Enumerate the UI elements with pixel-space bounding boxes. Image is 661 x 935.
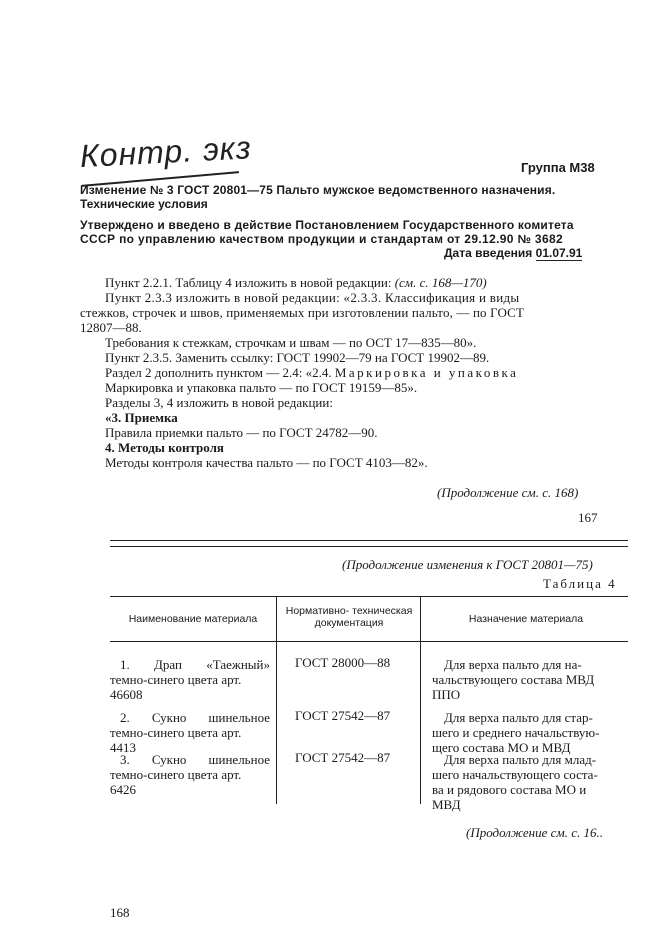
row2-doc: ГОСТ 27542—87 [295, 708, 391, 723]
table-column-divider-2 [420, 596, 421, 804]
body-line-7-text: Раздел 2 дополнить пунктом — 2.4: «2.4. [105, 365, 332, 380]
body-line-2: Пункт 2.3.3 изложить в новой редакции: «2.3.3. Классификация и виды [105, 290, 520, 305]
table-header-border [110, 641, 628, 642]
table-header-purpose: Назначение материала [468, 613, 584, 625]
effective-date-value: 01.07.91 [535, 246, 583, 260]
body-line-13: Методы контроля качества пальто — по ГОСТ 4103—82». [105, 455, 428, 470]
body-line-8: Маркировка и упаковка пальто — по ГОСТ 19159—85». [105, 380, 418, 395]
row1-purpose-line1: Для верха пальто для на- [444, 657, 582, 672]
group-code: Группа М38 [521, 160, 595, 175]
row3-name-line2: темно-синего цвета арт. [110, 767, 242, 782]
body-line-6: Пункт 2.3.5. Заменить ссылку: ГОСТ 19902—79 на ГОСТ 19902—89. [105, 350, 490, 365]
continued-note-amendment: (Продолжение изменения к ГОСТ 20801—75) [342, 557, 593, 572]
effective-date-label: Дата введения [444, 246, 533, 260]
row3-purpose-line4: МВД [432, 797, 461, 812]
approval-line1: Утверждено и введено в действие Постановлением Государственного комитета [80, 218, 574, 232]
row3-purpose-line1: Для верха пальто для млад- [444, 752, 597, 767]
row1-name-line2: темно-синего цвета арт. [110, 672, 242, 687]
body-line-11: Правила приемки пальто — по ГОСТ 24782—90. [105, 425, 378, 440]
body-line-12: 4. Методы контроля [105, 440, 224, 455]
row3-name-line3: 6426 [110, 782, 136, 797]
body-line-10: «3. Приемка [105, 410, 178, 425]
effective-date-line [444, 246, 582, 261]
body-line-1-text: Пункт 2.2.1. Таблицу 4 изложить в новой редакции: [105, 275, 392, 290]
body-line-5: Требования к стежкам, строчкам и швам — по ОСТ 17—835—80». [105, 335, 477, 350]
body-line-3: стежков, строчек и швов, применяемых при изготовлении пальто, — по ГОСТ [80, 305, 525, 320]
body-line-7-heading: Маркировка и упаковка [334, 365, 519, 380]
control-copy-stamp: Контр. экз [79, 130, 241, 182]
body-line-1 [105, 275, 487, 290]
row2-purpose-line1: Для верха пальто для стар- [444, 710, 593, 725]
amendment-title-line1: Изменение № 3 ГОСТ 20801—75 Пальто мужское ведомственного назначения. [80, 183, 556, 197]
row1-purpose-line3: ППО [432, 687, 461, 702]
body-line-7 [105, 365, 518, 380]
body-line-4: 12807—88. [80, 320, 142, 335]
table-top-border [110, 596, 628, 597]
body-line-1-ref: (см. с. 168—170) [394, 275, 487, 290]
row3-purpose-line3: ва и рядового состава МО и [432, 782, 587, 797]
table-header-name: Наименование материала [128, 613, 258, 625]
table-column-divider-1 [276, 596, 277, 804]
row1-doc: ГОСТ 28000—88 [295, 655, 391, 670]
row1-purpose-line2: чальствующего состава МВД [432, 672, 595, 687]
page-separator-top [110, 540, 628, 541]
row3-purpose-line2: шего начальствующего соста- [432, 767, 598, 782]
page-number-top: 167 [578, 510, 598, 525]
row2-purpose-line3: щего состава МО и МВД [432, 740, 571, 755]
continued-note-bottom: (Продолжение см. с. 16.. [466, 825, 603, 840]
page-separator-bottom [110, 546, 628, 547]
table-header-doc: Нормативно- техническая документация [285, 605, 413, 629]
row2-name-l1: 2. Сукно шинельное [120, 710, 270, 725]
body-line-9: Разделы 3, 4 изложить в новой редакции: [105, 395, 333, 410]
row2-name-line2: темно-синего цвета арт. [110, 725, 242, 740]
row2-purpose-line2: шего и среднего начальствую- [432, 725, 600, 740]
row3-name-l1: 3. Сукно шинельное [120, 752, 270, 767]
row3-name-line1 [120, 752, 270, 767]
row3-doc: ГОСТ 27542—87 [295, 750, 391, 765]
row2-name-line3: 4413 [110, 740, 136, 755]
row1-name-line3: 46608 [110, 687, 143, 702]
row1-name-l1: 1. Драп «Таежный» [120, 657, 270, 672]
continued-note-top: (Продолжение см. с. 168) [437, 485, 579, 500]
page-number-bottom: 168 [110, 905, 130, 920]
row1-name-line1 [120, 657, 270, 672]
row2-name-line1 [120, 710, 270, 725]
amendment-title-line2: Технические условия [80, 197, 208, 211]
table-label: Таблица 4 [543, 576, 617, 591]
approval-line2: СССР по управлению качеством продукции и стандартам от 29.12.90 № 3682 [80, 232, 564, 246]
